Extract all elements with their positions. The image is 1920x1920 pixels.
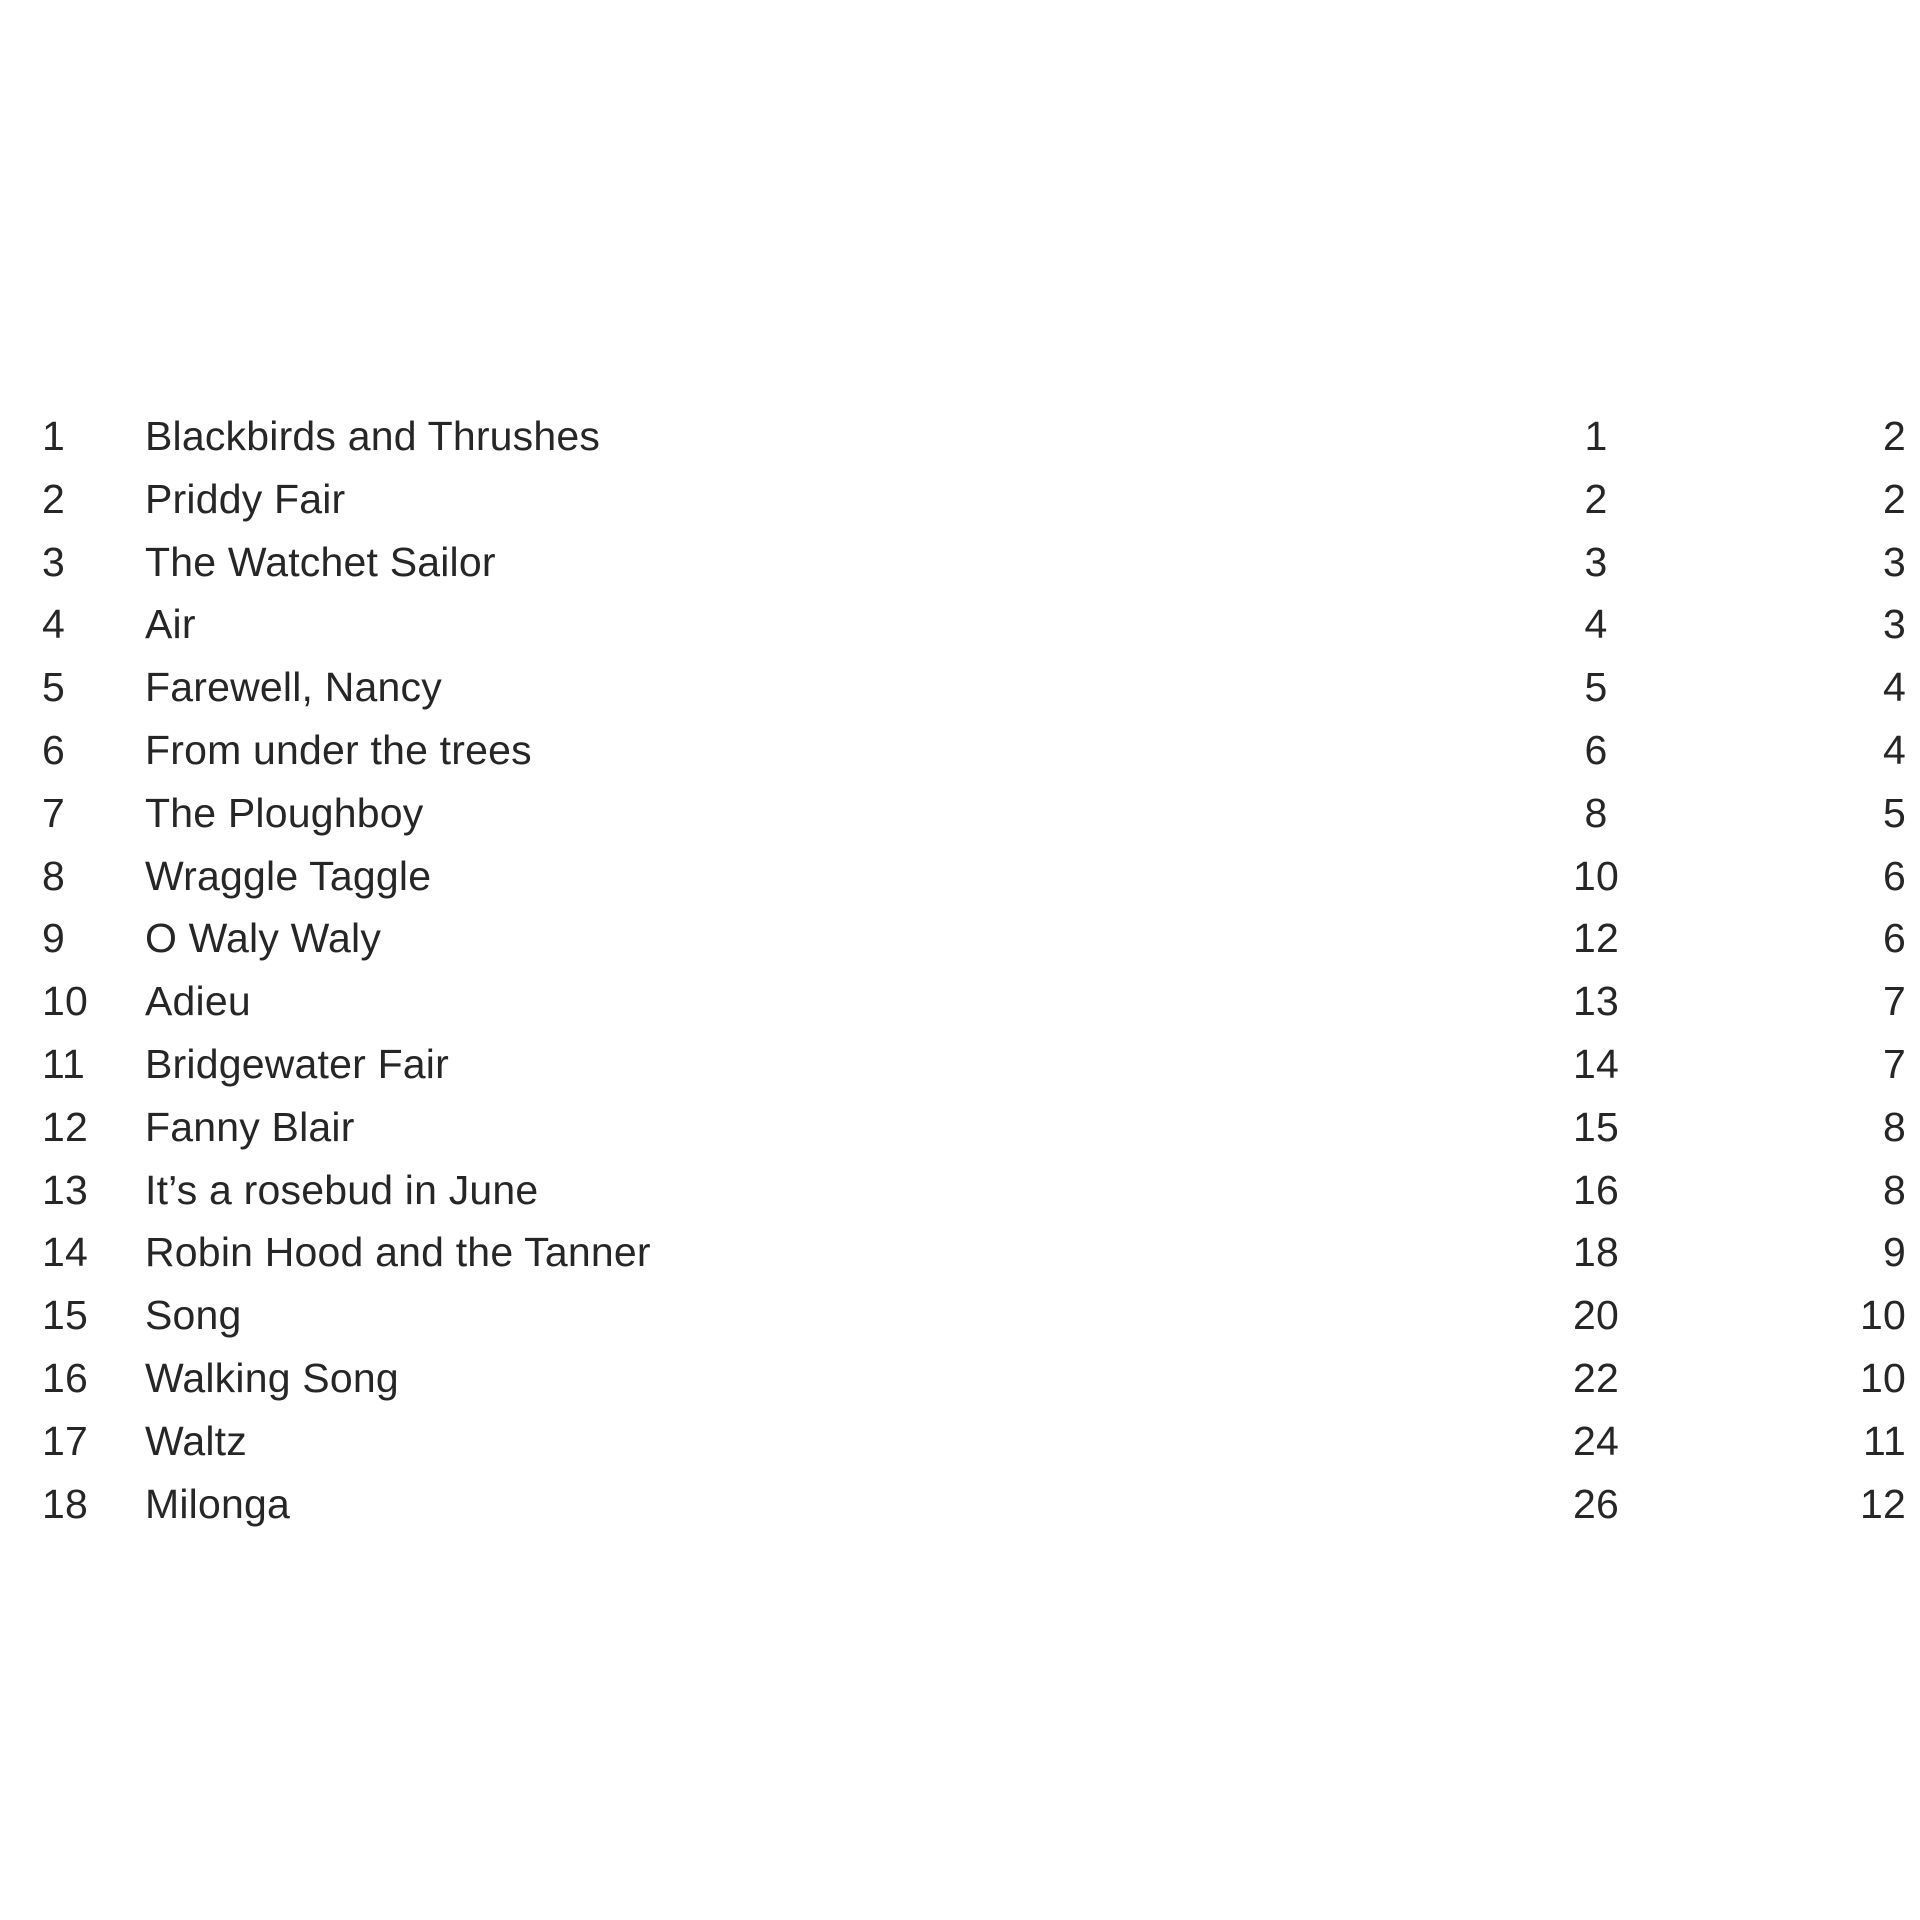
- item-number: 18: [42, 1480, 89, 1527]
- page-number-part: 3: [1882, 601, 1906, 648]
- page-number-part: 6: [1882, 915, 1906, 962]
- contents-row: [0, 1033, 1920, 1096]
- item-number: 14: [42, 1229, 89, 1276]
- item-number: 17: [42, 1417, 89, 1464]
- item-title: Wraggle Taggle: [145, 852, 432, 899]
- page-number-part: 10: [1859, 1354, 1906, 1401]
- page-number-part: 10: [1859, 1292, 1906, 1339]
- item-title: It’s a rosebud in June: [145, 1166, 539, 1213]
- item-title: Adieu: [145, 978, 251, 1025]
- item-number: 4: [42, 601, 66, 648]
- item-title: Milonga: [145, 1480, 290, 1527]
- item-number: 15: [42, 1292, 89, 1339]
- contents-row: [0, 1473, 1920, 1536]
- page-number-part: 4: [1882, 664, 1906, 711]
- page-number-score: 20: [1572, 1292, 1619, 1339]
- page-number-part: 7: [1882, 978, 1906, 1025]
- item-number: 12: [42, 1103, 89, 1150]
- item-title: Robin Hood and the Tanner: [145, 1229, 651, 1276]
- contents-row: [0, 593, 1920, 656]
- contents-row: [0, 1347, 1920, 1410]
- page-number-score: 4: [1584, 601, 1608, 648]
- item-number: 8: [42, 852, 66, 899]
- page-number-score: 10: [1572, 852, 1619, 899]
- page-number-score: 22: [1572, 1354, 1619, 1401]
- contents-row: [0, 1410, 1920, 1473]
- page-number-part: 5: [1882, 789, 1906, 836]
- contents-row: [0, 970, 1920, 1033]
- contents-row: [0, 845, 1920, 908]
- item-title: Priddy Fair: [145, 475, 346, 522]
- item-number: 7: [42, 789, 66, 836]
- page-number-score: 18: [1572, 1229, 1619, 1276]
- contents-row: [0, 1221, 1920, 1284]
- item-number: 11: [42, 1040, 85, 1087]
- page-number-score: 6: [1584, 726, 1608, 773]
- item-title: The Watchet Sailor: [145, 538, 496, 585]
- page-number-part: 2: [1882, 413, 1906, 459]
- item-number: 9: [42, 915, 66, 962]
- contents-row: [0, 1096, 1920, 1159]
- page-number-part: 8: [1882, 1166, 1906, 1213]
- contents-row: [0, 1159, 1920, 1222]
- page-number-score: 2: [1584, 475, 1608, 522]
- item-number: 13: [42, 1166, 89, 1213]
- page-number-score: 12: [1572, 915, 1619, 962]
- contents-list: [0, 405, 1920, 1535]
- page-number-score: 13: [1572, 978, 1619, 1025]
- contents-row: [0, 531, 1920, 594]
- page-number-score: 24: [1572, 1417, 1619, 1464]
- item-title: Fanny Blair: [145, 1103, 355, 1150]
- page-number-score: 1: [1584, 413, 1608, 459]
- item-number: 10: [42, 978, 89, 1025]
- contents-row: [0, 719, 1920, 782]
- page-number-part: 6: [1882, 852, 1906, 899]
- contents-row: [0, 1284, 1920, 1347]
- item-title: Waltz: [145, 1417, 247, 1464]
- page-number-score: 16: [1572, 1166, 1619, 1213]
- item-number: 2: [42, 475, 66, 522]
- page-number-part: 12: [1859, 1480, 1906, 1527]
- item-number: 1: [42, 413, 66, 459]
- page-number-score: 5: [1584, 664, 1608, 711]
- page-number-part: 9: [1882, 1229, 1906, 1276]
- item-title: Bridgewater Fair: [145, 1040, 449, 1087]
- item-title: The Ploughboy: [145, 789, 424, 836]
- page-number-score: 8: [1584, 789, 1608, 836]
- contents-row: [0, 782, 1920, 845]
- item-title: O Waly Waly: [145, 915, 382, 962]
- contents-row: [0, 656, 1920, 719]
- item-number: 16: [42, 1354, 89, 1401]
- page-number-score: 26: [1572, 1480, 1619, 1527]
- page-number-score: 14: [1572, 1040, 1619, 1087]
- contents-row: [0, 907, 1920, 970]
- contents-row: [0, 405, 1920, 468]
- item-title: Song: [145, 1292, 242, 1339]
- page-number-score: 15: [1572, 1103, 1619, 1150]
- item-title: Air: [145, 601, 196, 648]
- page-number-part: 3: [1882, 538, 1906, 585]
- item-title: Walking Song: [145, 1354, 399, 1401]
- contents-row: [0, 468, 1920, 531]
- item-number: 5: [42, 664, 66, 711]
- page-number-part: 7: [1882, 1040, 1906, 1087]
- item-number: 6: [42, 726, 66, 773]
- item-number: 3: [42, 538, 66, 585]
- page-number-score: 3: [1584, 538, 1608, 585]
- item-title: Blackbirds and Thrushes: [145, 413, 601, 459]
- page-number-part: 2: [1882, 475, 1906, 522]
- item-title: From under the trees: [145, 726, 532, 773]
- page-number-part: 11: [1863, 1417, 1906, 1464]
- item-title: Farewell, Nancy: [145, 664, 442, 711]
- page-number-part: 4: [1882, 726, 1906, 773]
- page-number-part: 8: [1882, 1103, 1906, 1150]
